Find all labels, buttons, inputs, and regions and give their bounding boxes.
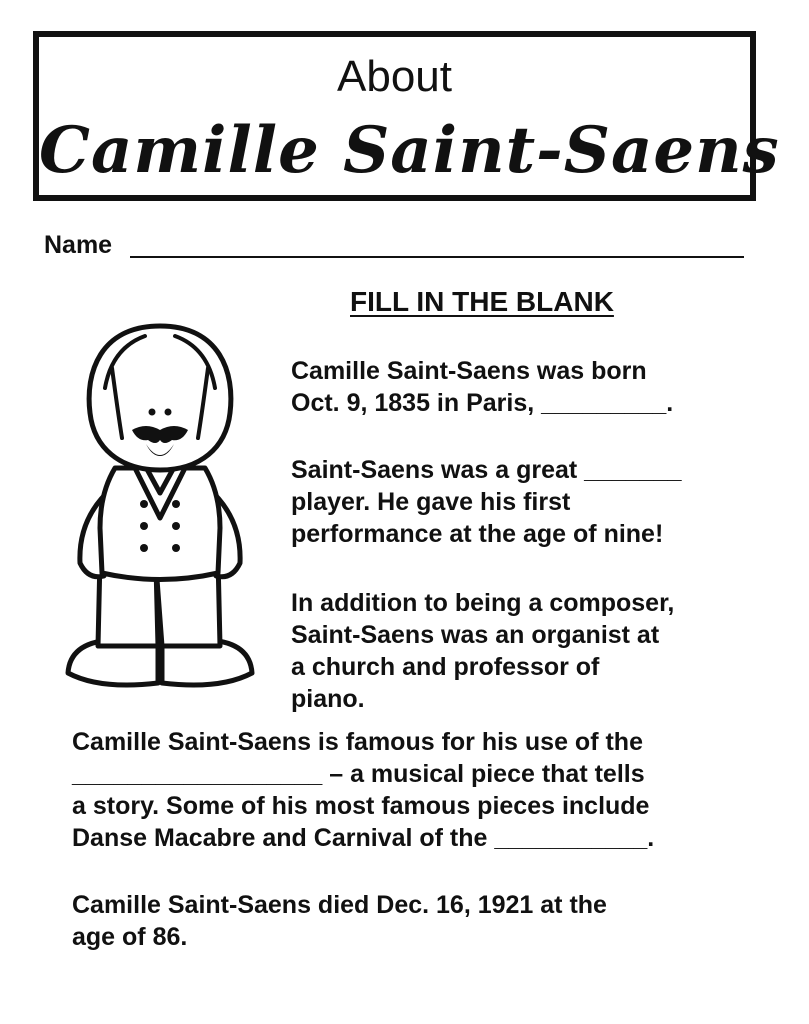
name-label: Name — [44, 231, 113, 259]
text-line: piano. — [291, 685, 365, 713]
text-line: Saint-Saens was a great _______ — [291, 456, 682, 484]
text-line: In addition to being a composer, — [291, 589, 675, 617]
title-box — [33, 31, 780, 201]
paragraph-death — [72, 889, 772, 953]
name-row — [44, 230, 744, 264]
paragraph-instrument — [291, 454, 761, 550]
text-line: Danse Macabre and Carnival of the ___________. — [72, 824, 655, 852]
text-line: player. He gave his first — [291, 488, 571, 516]
text-line: a church and professor of — [291, 653, 600, 681]
text-line: Camille Saint-Saens died Dec. 16, 1921 at the — [72, 891, 607, 919]
paragraph-career — [291, 587, 761, 715]
text-line: Camille Saint-Saens is famous for his use of the — [72, 728, 643, 756]
text-line: age of 86. — [72, 923, 188, 951]
text-line: __________________ – a musical piece that tells — [72, 760, 645, 788]
text-line: a story. Some of his most famous pieces include — [72, 792, 650, 820]
text-line: Saint-Saens was an organist at — [291, 621, 660, 649]
title-composer-name: Camille Saint-Saens — [39, 113, 780, 188]
title-about: About — [337, 52, 452, 101]
text-line: Oct. 9, 1835 in Paris, _________. — [291, 389, 674, 417]
paragraph-birth — [291, 355, 761, 419]
paragraph-famous-works — [72, 726, 772, 854]
text-line: performance at the age of nine! — [291, 520, 664, 548]
section-heading: FILL IN THE BLANK — [350, 286, 614, 317]
composer-illustration — [60, 318, 260, 703]
text-line: Camille Saint-Saens was born — [291, 357, 647, 385]
name-blank-line[interactable] — [130, 256, 744, 258]
